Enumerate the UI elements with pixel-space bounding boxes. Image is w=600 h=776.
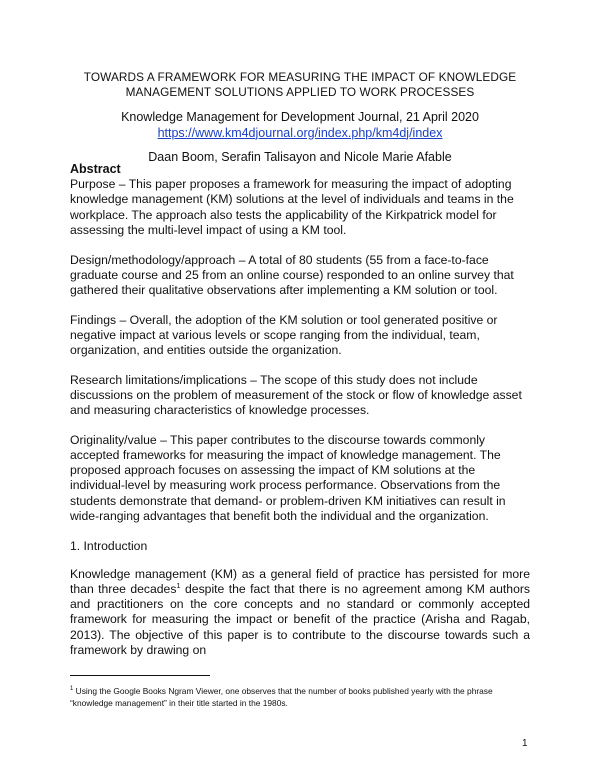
footnote-reference[interactable]: 1	[176, 580, 181, 590]
paper-body	[70, 162, 530, 658]
title-line-1: TOWARDS A FRAMEWORK FOR MEASURING THE IMPACT OF KNOWLEDGE	[83, 70, 517, 84]
abstract-limitations: Research limitations/implications – The scope of this study does not include discussions on the problem of measurement of the stock or flow of knowledge asset and measuring characteristics of knowledge processes.	[70, 372, 522, 418]
introduction-paragraph	[70, 567, 530, 658]
abstract-purpose: Purpose – This paper proposes a framework for measuring the impact of adopting knowledge management (KM) solutions at the level of individuals and teams in the workplace. The approach also tests the applicability of the Kirkpatrick model for assessing the multi-level impact of using a KM tool.	[70, 177, 514, 237]
section-heading-introduction: 1. Introduction	[70, 538, 148, 553]
footnote-text: Using the Google Books Ngram Viewer, one observes that the number of books published yearly with the phrase “knowledge management” in their title started in the 1980s.	[70, 685, 493, 708]
footnote-marker: 1	[70, 686, 74, 692]
footnote-divider	[70, 675, 210, 676]
abstract-design: Design/methodology/approach – A total of 80 students (55 from a face-to-face graduate course and 25 from an online course) responded to an online survey that gathered their qualitative observations after implementing a KM solution or tool.	[70, 252, 514, 297]
journal-link[interactable]: https://www.km4djournal.org/index.php/km4dj/index	[157, 125, 443, 140]
journal-citation: Knowledge Management for Development Journal, 21 April 2020	[121, 110, 479, 124]
journal-info	[60, 110, 540, 141]
author-list: Daan Boom, Serafin Talisayon and Nicole Marie Afable	[148, 150, 452, 164]
paper-title	[60, 70, 540, 100]
abstract-findings: Findings – Overall, the adoption of the KM solution or tool generated positive or negative impact at various levels or scope ranging from the individual, team, organization, and entities outside the organization.	[70, 312, 498, 358]
page-number: 1	[522, 738, 528, 749]
abstract-heading: Abstract	[70, 162, 121, 176]
abstract-originality: Originality/value – This paper contributes to the discourse towards commonly accepted frameworks for measuring the impact of knowledge management. The proposed approach focuses on assessing the impact of KM solutions at the individual-level by measuring work process performance. Observations from the students demonstrate that demand- or problem-driven KM initiatives can result in wide-ranging advantages that benefit both the individual and the organization.	[70, 432, 506, 523]
footnote	[70, 683, 532, 709]
intro-text-start: Knowledge management (KM) as a general field of practice has persisted for more than three decades	[70, 566, 530, 596]
title-line-2: MANAGEMENT SOLUTIONS APPLIED TO WORK PROCESSES	[125, 85, 475, 99]
intro-text-rest: despite the fact that there is no agreement among KM authors and practitioners on the core concepts and no standard or commonly accepted framework for measuring the impact or benefit of the practice (Arisha and Ragab, 2013). The objective of this paper is to contribute to the discourse towards such a framework by drawing on	[70, 581, 530, 657]
